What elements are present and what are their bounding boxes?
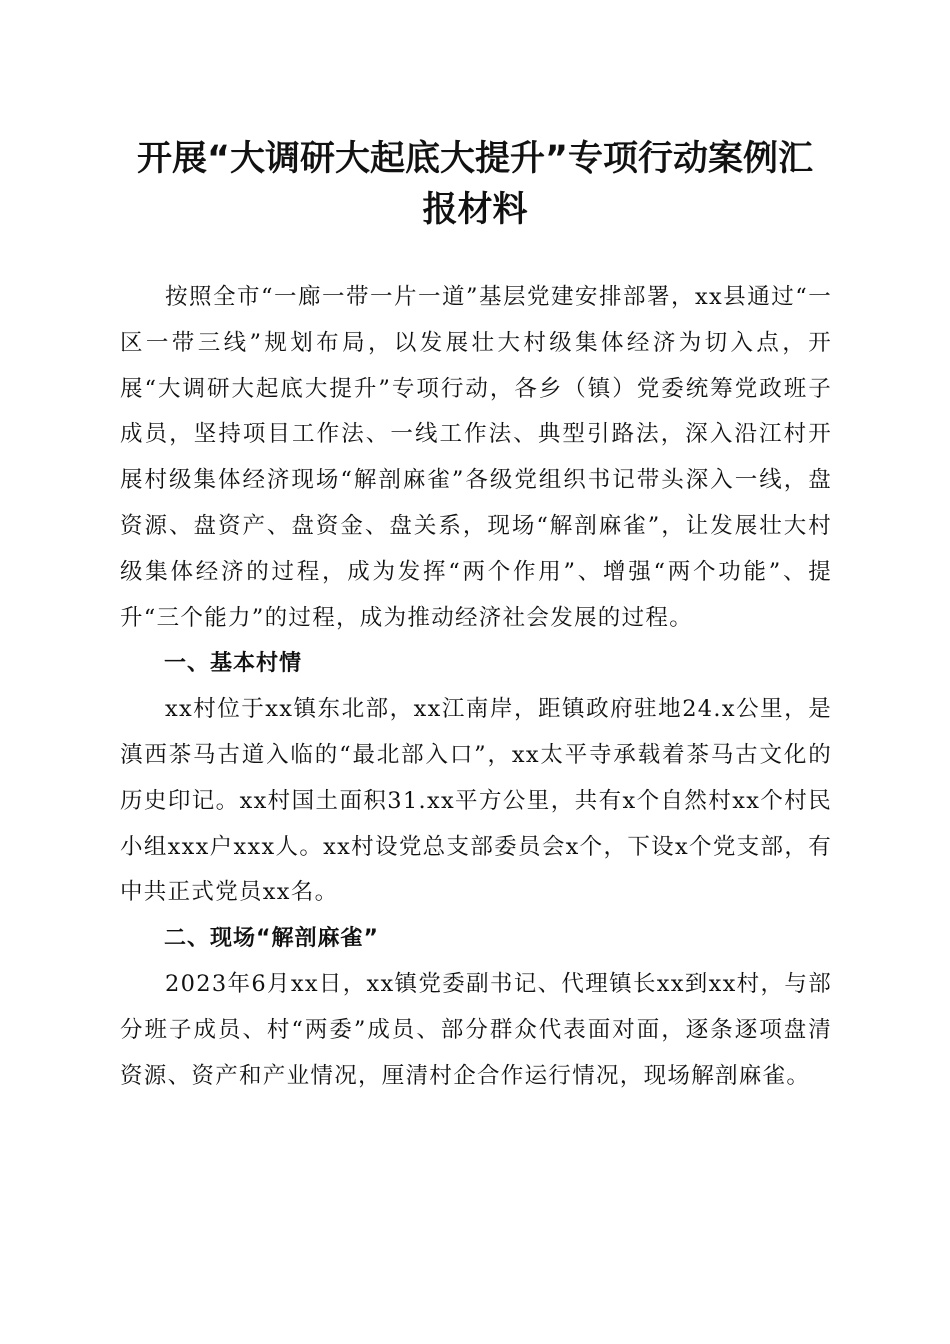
intro-paragraph: 按照全市“一廊一带一片一道”基层党建安排部署，xx县通过“一区一带三线”规划布局，以发展壮大村级集体经济为切入点，开展“大调研大起底大提升”专项行动，各乡（镇）党委统筹党政班子成员，坚持项目工作法、一线工作法、典型引路法，深入沿江村开展村级集体经济现场“解剖麻雀”各级党组织书记带头深入一线，盘资源、盘资产、盘资金、盘关系，现场“解剖麻雀”，让发展壮大村级集体经济的过程，成为发挥“两个作用”、增强“两个功能”、提升“三个能力”的过程，成为推动经济社会发展的过程。	[120, 284, 832, 631]
title-line-1: 开展“大调研大起底大提升”专项行动案例汇	[136, 139, 813, 179]
document-body	[120, 275, 832, 1099]
section-1-heading: 一、基本村情	[164, 651, 303, 677]
document-title	[110, 134, 840, 236]
section-1-paragraph: xx村位于xx镇东北部，xx江南岸，距镇政府驻地24.x公里，是滇西茶马古道入临的“最北部入口”，xx太平寺承载着茶马古文化的历史印记。xx村国土面积31.xx平方公里，共有x个自然村xx个村民小组xxx户xxx人。xx村设党总支部委员会x个，下设x个党支部，有中共正式党员xx名。	[120, 696, 832, 906]
section-2-heading: 二、现场“解剖麻雀”	[164, 926, 379, 952]
title-line-2: 报材料	[422, 190, 528, 230]
section-2-paragraph: 2023年6月xx日，xx镇党委副书记、代理镇长xx到xx村，与部分班子成员、村“两委”成员、部分群众代表面对面，逐条逐项盘清资源、资产和产业情况，厘清村企合作运行情况，现场解剖麻雀。	[120, 970, 832, 1089]
